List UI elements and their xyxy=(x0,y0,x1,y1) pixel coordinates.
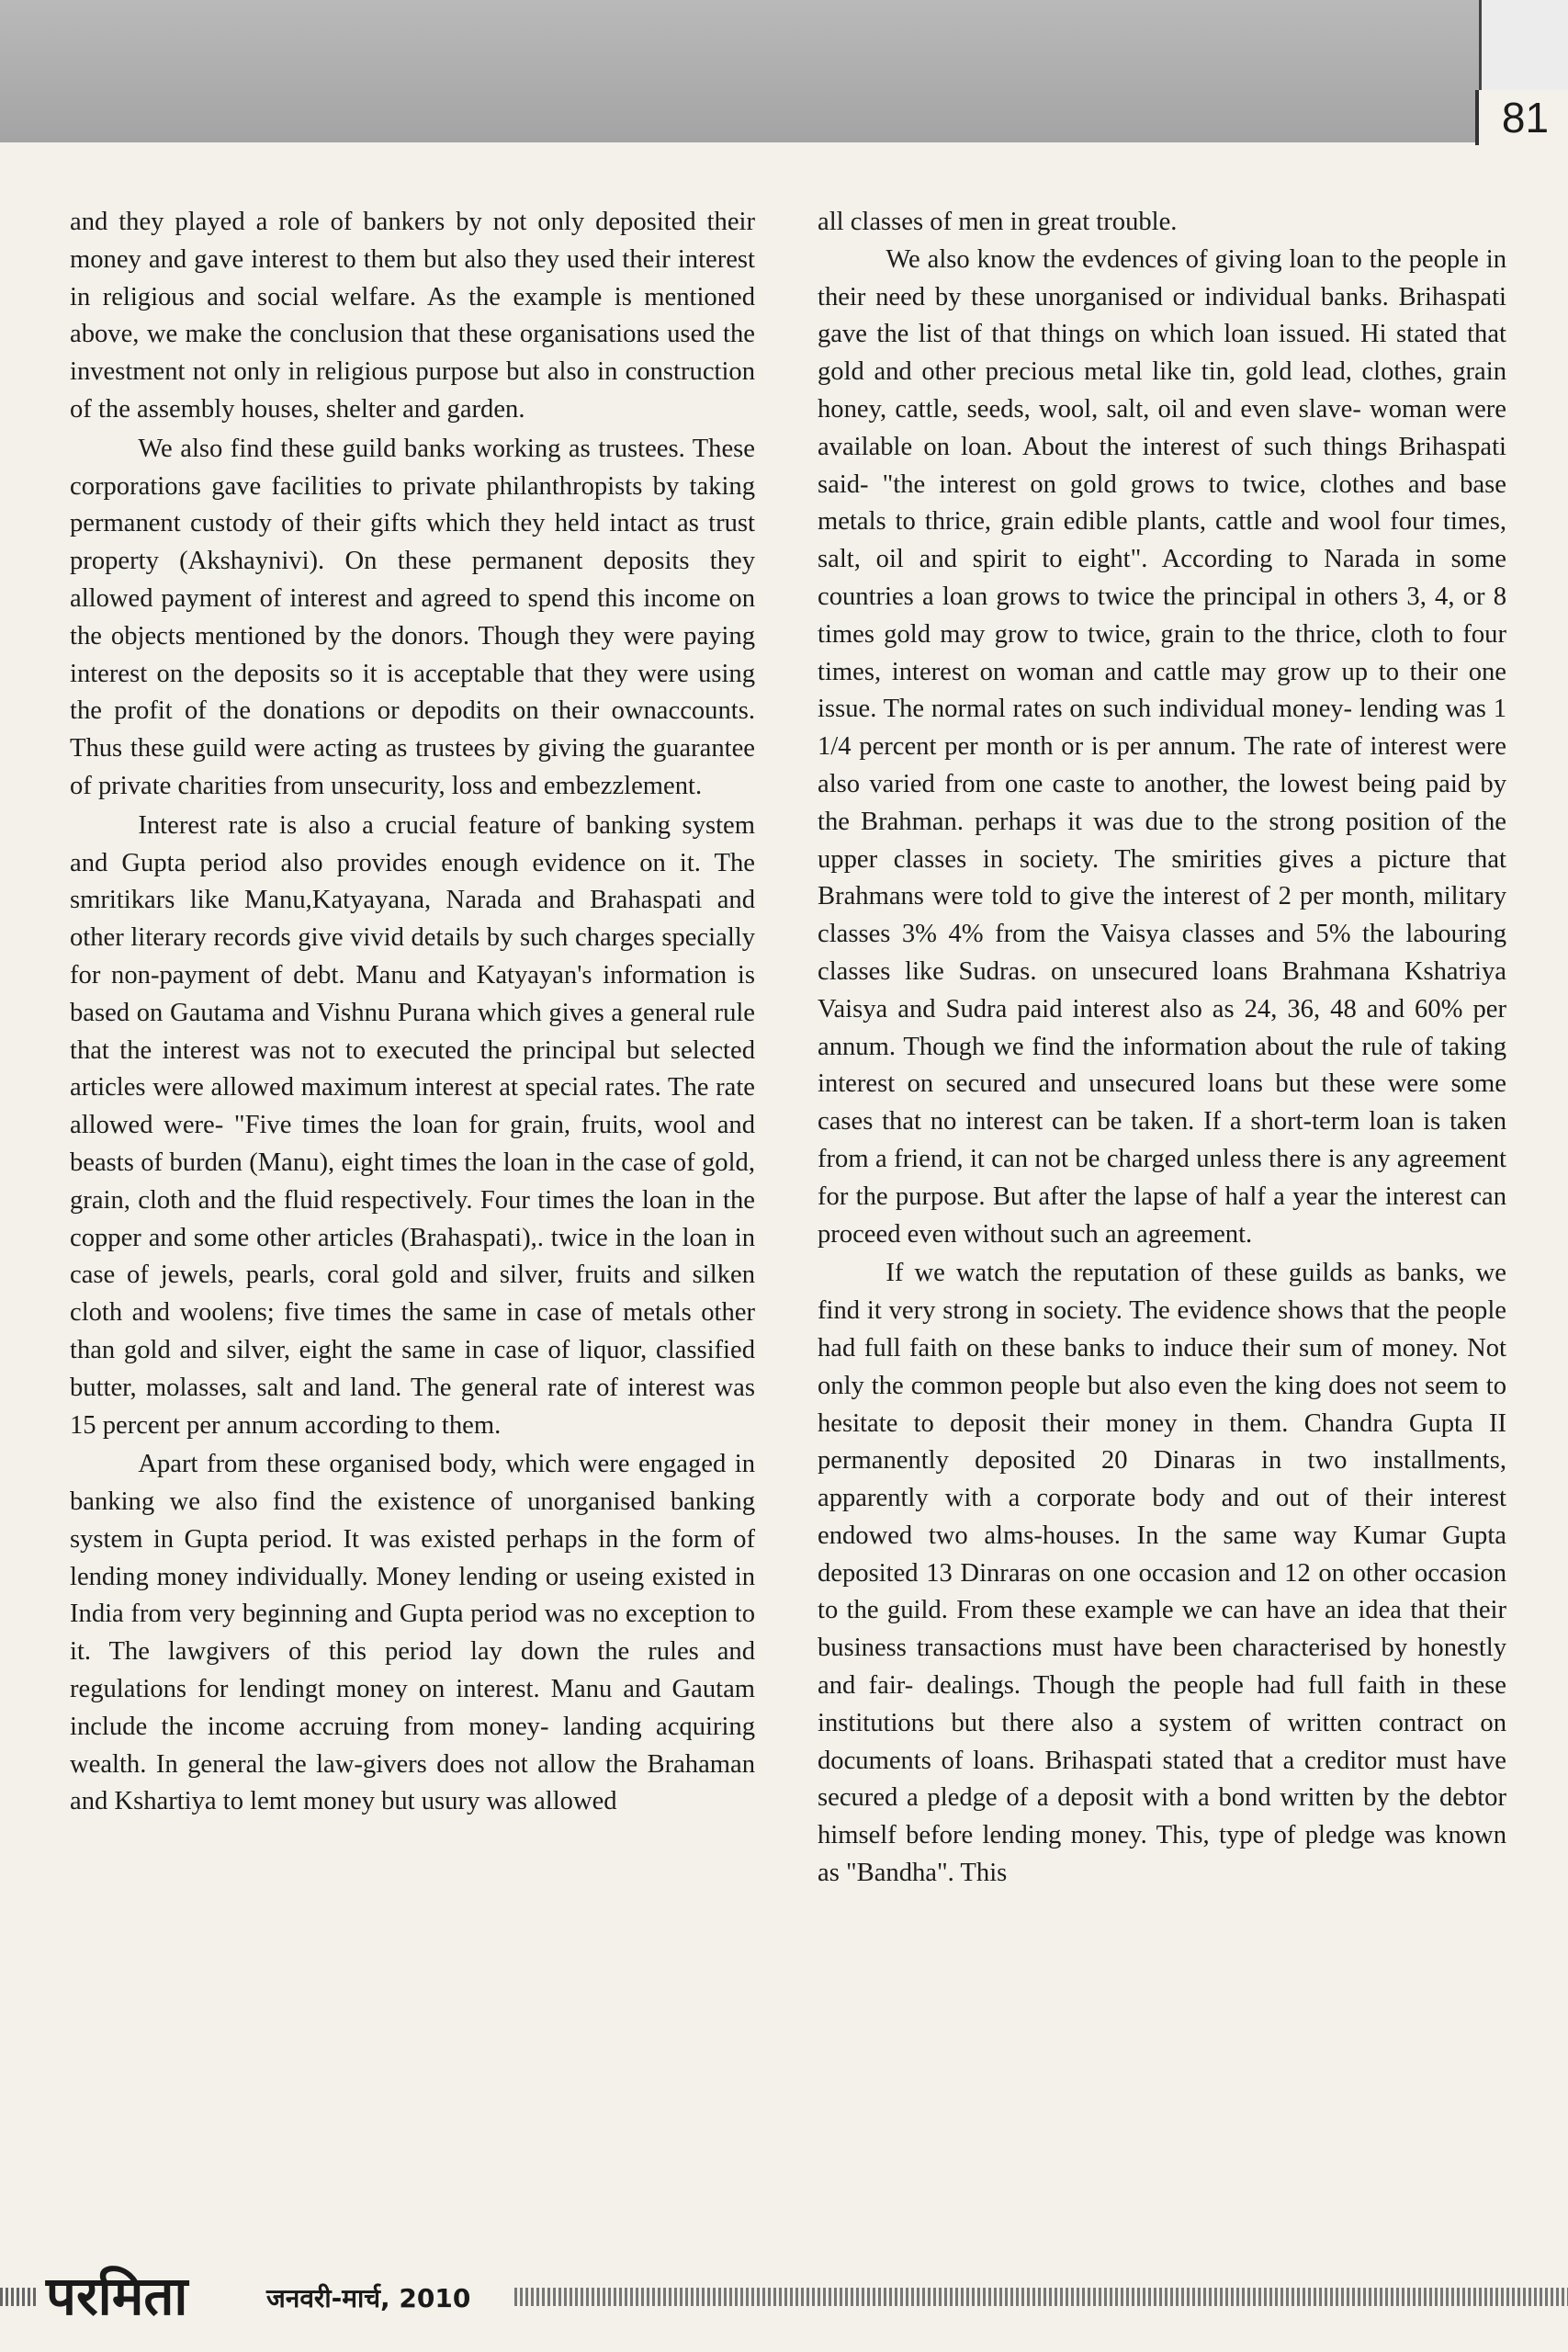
left-column xyxy=(70,204,755,1821)
footer xyxy=(0,2265,1568,2334)
issue-date: जनवरी-मार्च, 2010 xyxy=(266,2283,471,2313)
paragraph: Apart from these organised body, which were engaged in banking we also find the existence of unorganised banking system in Gupta period. It was existed perhaps in the form of lending money individually. Money lending or useing existed in India from very beginning and Gupta period was no exception to it. The lawgivers of this period lay down the rules and regulations for lendingt money on interest. Manu and Gautam include the income accruing from money- landing acquiring wealth. In general the law-givers does not allow the Brahaman and Kshartiya to lemt money but usury was allowed xyxy=(70,1450,755,1816)
journal-name: परमिता xyxy=(46,2265,188,2327)
paragraph: all classes of men in great trouble. xyxy=(818,208,1178,236)
paragraph: We also know the evdences of giving loan to the people in their need by these unorganised or individual banks. Brihaspati gave the list of that things on which loan issued. Hi stated that gold and other precious metal like tin, gold lead, clothes, grain honey, cattle, seeds, wool, salt, oil and even slave- woman were available on loan. About the interest of such things Brihaspati said- "the interest on gold grows to twice, clothes and base metals to thrice, grain edible plants, cattle and wool four times, salt, oil and spirit to eight". According to Narada in some countries a loan grows to twice the principal in others 3, 4, or 8 times gold may grow to twice, grain to the thrice, cloth to four times, interest on woman and cattle may grow up to their one issue. The normal rates on such individual money- lending was 1 1/4 percent per month or is per annum. The rate of interest were also varied from one caste to another, the lowest being paid by the Brahman. perhaps it was due to the strong position of the upper classes in society. The smirities gives a picture that Brahmans were told to give the interest of 2 per month, military classes 3% 4% from the Vaisya classes and 5% the labouring classes like Sudras. on unsecured loans Brahmana Kshatriya Vaisya and Sudra paid interest also as 24, 36, 48 and 60% per annum. Though we find the information about the rule of taking interest on secured and unsecured loans but these were some cases that no interest can be taken. If a short-term loan is taken from a friend, it can not be charged unless there is any agreement for the purpose. But after the lapse of half a year the interest can proceed even without such an agreement. xyxy=(818,244,1506,1249)
paragraph: Interest rate is also a crucial feature of banking system and Gupta period also provides enough evidence on it. The smritikars like Manu,Katyayana, Narada and Brahaspati and other literary records give vivid details by such charges specially for non-payment of debt. Manu and Katyayan's information is based on Gautama and Vishnu Purana which gives a general rule that the interest was not to executed the principal but selected articles were allowed maximum interest at special rates. The rate allowed were- "Five times the loan for grain, fruits, wool and beasts of burden (Manu), eight times the loan in the case of gold, grain, cloth and the fluid respectively. Four times the loan in the copper and some other articles (Brahaspati),. twice in the loan in case of jewels, pearls, coral gold and silver, fruits and silken cloth and woolens; five times the same in case of metals other than gold and silver, eight the same in case of liquor, classified butter, molasses, salt and land. The general rate of interest was 15 percent per annum according to them. xyxy=(70,810,755,1440)
footer-rule-left xyxy=(0,2288,37,2306)
paragraph: and they played a role of bankers by not only deposited their money and gave interest to them but also they used their interest in religious and social welfare. As the example is mentioned above, we make the conclusion that these organisations used the investment not only in religious purpose but also in construction of the assembly houses, shelter and garden. xyxy=(70,208,755,424)
footer-rule-right xyxy=(514,2288,1568,2306)
right-column xyxy=(818,204,1506,1893)
paragraph: If we watch the reputation of these guilds as banks, we find it very strong in society. The evidence shows that the people had full faith on these banks to induce their sum of money. Not only the common people but also even the king does not seem to hesitate to deposit their money in them. Chandra Gupta II permanently deposited 20 Dinaras in two installments, apparently with a corporate body and out of their interest endowed two alms-houses. In the same way Kumar Gupta deposited 13 Dinraras on one occasion and 12 on other occasion to the guild. From these example we can have an idea that their business transactions must have been characterised by honestly and fair- dealings. Though the people had full faith in these institutions but there also a system of written contract on documents of loans. Brihaspati stated that a creditor must have secured a pledge of a deposit with a bond written by the debtor himself before lending money. This, type of pledge was known as "Bandha". This xyxy=(818,1259,1506,1888)
header-band xyxy=(0,0,1479,142)
paragraph: We also find these guild banks working as trustees. These corporations gave facilities to private philanthropists by taking permanent custody of their gifts which they held intact as trust property (Akshaynivi). On these permanent deposits they allowed payment of interest and agreed to spend this income on the objects mentioned by the donors. Though they were paying interest on the deposits so it is acceptable that they were using the profit of the donations or depodits on their ownaccounts. Thus these guild were acting as trustees by giving the guarantee of private charities from unsecurity, loss and embezzlement. xyxy=(70,434,755,800)
page-number: 81 xyxy=(1475,90,1568,145)
